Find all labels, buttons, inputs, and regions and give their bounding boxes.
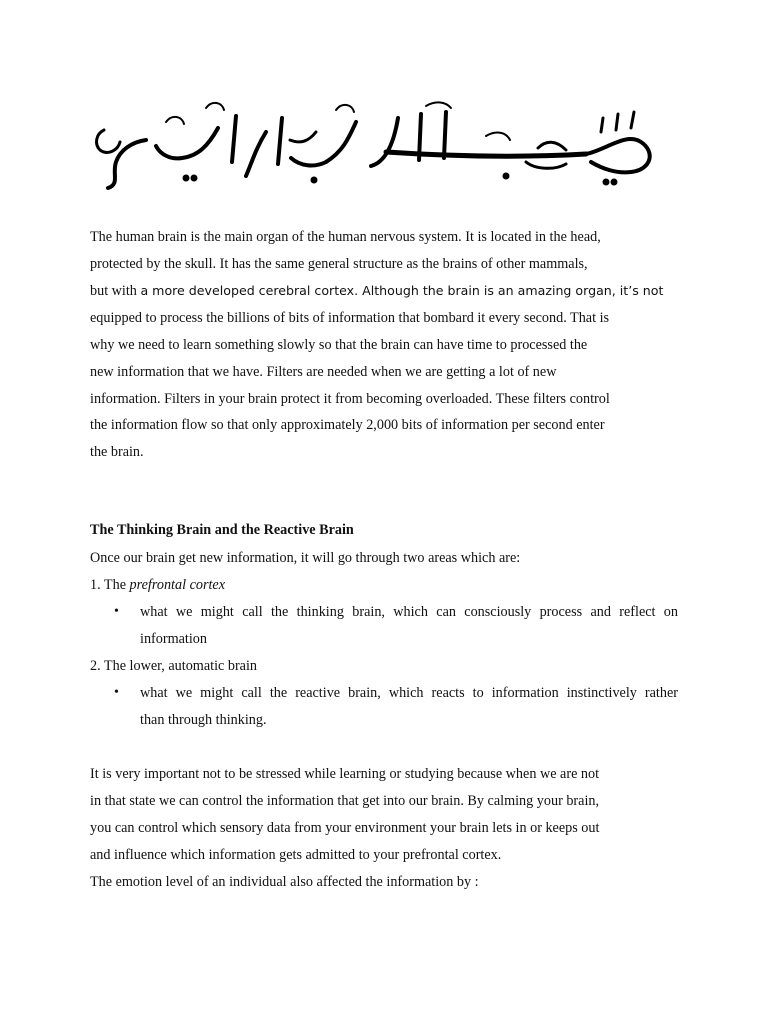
intro-line-3-serif: but with (90, 283, 141, 299)
closing-line-3: you can control which sensory data from your environment your brain lets in or keeps out (90, 820, 600, 836)
bullet-1-line-1: what we might call the thinking brain, which can consciously process and reflect on (140, 604, 678, 620)
section-lead: Once our brain get new information, it will go through two areas which are: (90, 550, 521, 566)
bullet-2-line-1: what we might call the reactive brain, which reacts to information instinctively rather (140, 685, 678, 701)
intro-line-4: equipped to process the billions of bits of information that bombard it every second. That is (90, 310, 610, 326)
bullet-2-symbol: • (114, 685, 119, 700)
intro-line-8: the information flow so that only approximately 2,000 bits of information per second enter (90, 417, 605, 433)
intro-line-7: information. Filters in your brain protect it from becoming overloaded. These filters control (90, 391, 610, 407)
closing-line-2: in that state we can control the information that get into our brain. By calming your brain, (90, 793, 600, 809)
list-item-1-term: prefrontal cortex (129, 577, 226, 593)
closing-line-5: The emotion level of an individual also affected the information by : (90, 874, 479, 890)
intro-line-3-sans: a more developed cerebral cortex. Although the brain is an amazing organ, it’s not (140, 283, 664, 298)
bullet-1-line-2: information (140, 631, 207, 647)
bullet-2-line-2: than through thinking. (140, 712, 267, 728)
closing-line-4: and influence which information gets admitted to your prefrontal cortex. (90, 847, 502, 863)
intro-line-3 (90, 283, 663, 299)
intro-line-9: the brain. (90, 444, 144, 460)
list-item-1-prefix: 1. The (90, 577, 130, 593)
intro-line-1: The human brain is the main organ of the human nervous system. It is located in the head, (90, 229, 601, 245)
bullet-1-symbol: • (114, 604, 119, 619)
section-heading: The Thinking Brain and the Reactive Brain (90, 522, 354, 538)
closing-line-1: It is very important not to be stressed while learning or studying because when we are not (90, 766, 600, 782)
list-item-2: 2. The lower, automatic brain (90, 658, 258, 674)
list-item-1 (90, 577, 225, 593)
intro-line-2: protected by the skull. It has the same general structure as the brains of other mammals, (90, 256, 588, 272)
basmala-calligraphy (86, 92, 666, 192)
intro-line-5: why we need to learn something slowly so that the brain can have time to processed the (90, 337, 588, 353)
intro-line-6: new information that we have. Filters are needed when we are getting a lot of new (90, 364, 557, 380)
